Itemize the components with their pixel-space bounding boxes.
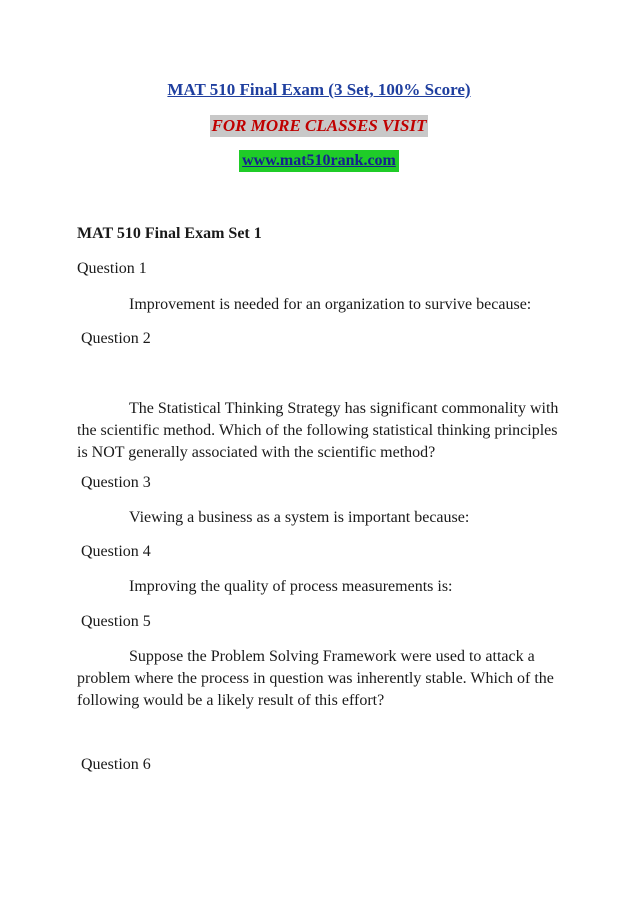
question-5-label: Question 5 [81,613,151,630]
question-5-text: Suppose the Problem Solving Framework were used to attack a problem where the process in question was inherently stable. Which of the following would be a likely result of this effort? [77,648,554,709]
section-title: MAT 510 Final Exam Set 1 [77,225,262,242]
question-4-text: Improving the quality of process measurements is: [129,578,453,595]
promo-text: FOR MORE CLASSES VISIT [211,116,427,135]
question-6-label: Question 6 [81,756,151,773]
document-title: MAT 510 Final Exam (3 Set, 100% Score) [167,80,471,99]
website-link[interactable]: www.mat510rank.com [239,150,399,172]
question-3-label: Question 3 [81,474,151,491]
question-3-text: Viewing a business as a system is important because: [129,509,470,526]
question-4-label: Question 4 [81,543,151,560]
question-2-label: Question 2 [81,330,151,347]
question-2-text: The Statistical Thinking Strategy has significant commonality with the scientific method. Which of the following statistical thinking principles is NOT generally associated with the scientific method? [77,400,559,461]
website-link-row [0,150,638,172]
question-1-label: Question 1 [77,260,147,277]
promo-line [0,115,638,137]
question-1-text: Improvement is needed for an organization to survive because: [129,296,532,313]
